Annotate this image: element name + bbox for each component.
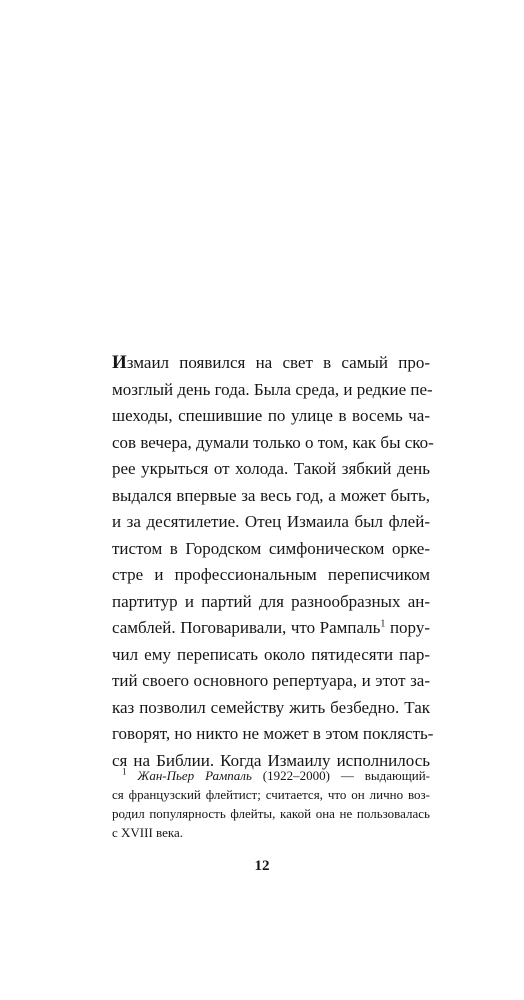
- footnote-line-4: с XVIII века.: [112, 825, 184, 840]
- text-line-4: сов вечера, думали только о том, как бы ско-: [112, 432, 434, 452]
- footnote-line-3: родил популярность флейты, какой она не пользовалась: [112, 806, 430, 821]
- text-line-5: рее укрыться от холода. Такой зябкий день: [112, 459, 430, 478]
- footnote-reference: 1: [380, 618, 386, 630]
- text-line-13: тий своего основного репертуара, и этот за-: [112, 671, 430, 690]
- footnote-marker: 1: [122, 766, 127, 777]
- footnote-line-1: $^1$ Жан-Пьер Рампаль (1922–2000) — выдающий-: [122, 766, 430, 783]
- footnote-name: Жан-Пьер Рампаль: [137, 768, 252, 783]
- text-line-12: чил ему переписать около пятидесяти пар-: [112, 644, 430, 664]
- text-line-1: Измаил появился на свет в самый про-: [112, 352, 430, 373]
- text-line-7: и за десятилетие. Отец Измаила был флей-: [112, 512, 430, 531]
- text-line-3: шеходы, спешившие по улице в восемь ча-: [112, 406, 430, 425]
- text-line-14: каз позволил семейству жить безбедно. Так: [112, 697, 430, 717]
- page-number: 12: [254, 858, 270, 874]
- text-line-6: выдался впервые за весь год, а может быть,: [112, 485, 430, 505]
- text-line-11: самблей. Поговаривали, что Рампаль$^1$ пору-: [112, 618, 430, 637]
- footnote: [112, 766, 430, 842]
- text-line-10: партитур и партий для разнообразных ан-: [112, 591, 430, 611]
- text-line-16: ся на Библии. Когда Измаилу исполнилось: [112, 750, 430, 770]
- footnote-line-2: ся французский флейтист; считается, что он лично воз-: [112, 787, 430, 802]
- text-line-15: говорят, но никто не может в этом поклясть-: [112, 724, 434, 743]
- text-line-8: тистом в Городском симфоническом орке-: [112, 538, 430, 558]
- text-line-9: стре и профессиональным переписчиком: [112, 565, 430, 584]
- text-line-2: мозглый день года. Была среда, и редкие пе-: [112, 379, 433, 399]
- drop-initial: И: [112, 352, 127, 373]
- main-text: [112, 350, 434, 774]
